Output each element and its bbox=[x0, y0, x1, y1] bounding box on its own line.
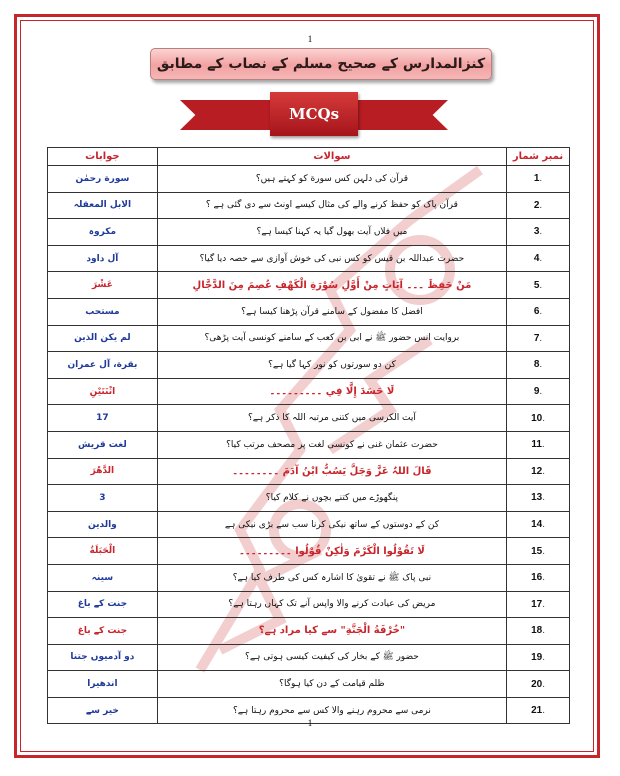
table-row bbox=[48, 325, 570, 352]
answer-cell: دو آدمیوں جتنا bbox=[48, 644, 158, 671]
number-cell bbox=[507, 272, 570, 299]
table-row bbox=[48, 219, 570, 246]
table-row bbox=[48, 298, 570, 325]
row-number-dot: . bbox=[539, 226, 543, 238]
row-number: 17 bbox=[531, 598, 543, 610]
number-cell bbox=[507, 538, 570, 565]
table-row bbox=[48, 245, 570, 272]
table-row bbox=[48, 431, 570, 458]
answer-cell: خیر سے bbox=[48, 697, 158, 724]
row-number-dot: . bbox=[539, 279, 543, 291]
row-number: 10 bbox=[531, 412, 543, 424]
header-questions: سوالات bbox=[157, 148, 506, 166]
row-number: 21 bbox=[531, 705, 543, 717]
row-number-dot: . bbox=[539, 173, 543, 185]
page-number-top: 1 bbox=[307, 34, 313, 44]
row-number: 20 bbox=[531, 678, 543, 690]
row-number: 9 bbox=[533, 386, 540, 398]
table-row bbox=[48, 564, 570, 591]
row-number: 13 bbox=[531, 492, 543, 504]
question-cell: حضور ﷺ کے بخار کی کیفیت کیسی ہوتی ہے؟ bbox=[157, 644, 506, 671]
header-number: نمبر شمار bbox=[507, 148, 570, 166]
number-cell bbox=[507, 405, 570, 432]
question-cell: بروایت انس حضور ﷺ نے ابی بن کعب کے سامنے کونسی آیت پڑھی؟ bbox=[157, 325, 506, 352]
answer-cell: جنت کے باغ bbox=[48, 618, 158, 645]
table-row bbox=[48, 166, 570, 193]
table-row bbox=[48, 352, 570, 379]
row-number-dot: . bbox=[542, 625, 545, 637]
row-number-dot: . bbox=[542, 678, 545, 690]
answer-cell: 17 bbox=[48, 405, 158, 432]
row-number: 14 bbox=[531, 519, 543, 531]
row-number-dot: . bbox=[539, 359, 543, 371]
answer-cell: جنت کے باغ bbox=[48, 591, 158, 618]
number-cell bbox=[507, 564, 570, 591]
table-row bbox=[48, 485, 570, 512]
row-number: 2 bbox=[533, 199, 540, 211]
row-number-dot: . bbox=[542, 465, 545, 477]
number-cell bbox=[507, 192, 570, 219]
row-number: 7 bbox=[533, 332, 540, 344]
row-number: 3 bbox=[533, 226, 540, 238]
row-number: 6 bbox=[533, 306, 540, 318]
answer-cell: اندھیرا bbox=[48, 671, 158, 698]
row-number-dot: . bbox=[539, 386, 543, 398]
number-cell bbox=[507, 671, 570, 698]
question-cell: میں فلاں آیت بھول گیا یہ کہنا کیسا ہے؟ bbox=[157, 219, 506, 246]
table-row bbox=[48, 378, 570, 405]
table-row bbox=[48, 272, 570, 299]
row-number: 18 bbox=[531, 625, 543, 637]
answer-cell: بقرة، آل عمران bbox=[48, 352, 158, 379]
answer-cell: الْحَبَلَةُ bbox=[48, 538, 158, 565]
table-row bbox=[48, 591, 570, 618]
row-number: 1 bbox=[533, 173, 540, 185]
row-number-dot: . bbox=[539, 332, 543, 344]
table-row bbox=[48, 644, 570, 671]
number-cell bbox=[507, 325, 570, 352]
question-cell: مَنْ حَفِظَ ۔۔۔ آیَاتٍ مِنْ أَوَّلِ سُوْرَةِ الْکَھْفِ عُصِمَ مِنَ الدَّجَّالِ bbox=[157, 272, 506, 299]
table-header-row bbox=[48, 148, 570, 166]
number-cell bbox=[507, 485, 570, 512]
number-cell bbox=[507, 245, 570, 272]
table-row bbox=[48, 405, 570, 432]
number-cell bbox=[507, 458, 570, 485]
number-cell bbox=[507, 511, 570, 538]
answer-cell: مکروہ bbox=[48, 219, 158, 246]
question-cell: قرآن پاک کو حفظ کرنے والے کی مثال کیسے اونٹ سے دی گئی ہے ؟ bbox=[157, 192, 506, 219]
row-number-dot: . bbox=[542, 598, 545, 610]
question-cell: کن دو سورتوں کو نور کہا گیا ہے؟ bbox=[157, 352, 506, 379]
question-cell: لَا حَسَدَ إِلَّا فِي ۔۔۔۔۔۔۔۔۔ bbox=[157, 378, 506, 405]
question-cell: پنگھوڑے میں کتنے بچوں نے کلام کیا؟ bbox=[157, 485, 506, 512]
answer-cell: الدَّھْرَ bbox=[48, 458, 158, 485]
table-row bbox=[48, 511, 570, 538]
question-cell: آیت الکرسی میں کتنی مرتبہ اللہ کا ذکر ہے؟ bbox=[157, 405, 506, 432]
question-cell: حضرت عبداللہ بن قیس کو کس نبی کی خوش آوازی سے حصہ دیا گیا؟ bbox=[157, 245, 506, 272]
question-cell: نرمی سے محروم رہنے والا کس سے محروم رہتا ہے؟ bbox=[157, 697, 506, 724]
table-row bbox=[48, 618, 570, 645]
number-cell bbox=[507, 644, 570, 671]
question-cell: نبی پاک ﷺ نے تقویٰ کا اشارہ کس کی طرف کیا ہے؟ bbox=[157, 564, 506, 591]
row-number: 8 bbox=[533, 359, 540, 371]
question-cell: افضل کا مفضول کے سامنے قرآن پڑھنا کیسا ہے؟ bbox=[157, 298, 506, 325]
question-cell: ظلم قیامت کے دن کیا ہوگا؟ bbox=[157, 671, 506, 698]
number-cell bbox=[507, 591, 570, 618]
row-number-dot: . bbox=[541, 439, 545, 451]
page-number-bottom: 1 bbox=[307, 718, 313, 728]
table-row bbox=[48, 538, 570, 565]
row-number: 11 bbox=[531, 439, 542, 451]
mcq-table bbox=[47, 147, 570, 724]
number-cell bbox=[507, 166, 570, 193]
question-cell: لَا تَقُوْلُوا الْکَرْمَ وَلٰکِنْ قُوْلُوا ۔۔۔۔۔۔۔۔۔ bbox=[157, 538, 506, 565]
answer-cell: مستحب bbox=[48, 298, 158, 325]
row-number-dot: . bbox=[542, 705, 545, 717]
answer-cell: سورة رحمٰن bbox=[48, 166, 158, 193]
question-cell: کن کے دوستوں کے ساتھ نیکی کرنا سب سے بڑی نیکی ہے bbox=[157, 511, 506, 538]
question-cell: مریض کی عیادت کرنے والا واپس آنے تک کہاں رہتا ہے؟ bbox=[157, 591, 506, 618]
row-number-dot: . bbox=[542, 572, 545, 584]
row-number-dot: . bbox=[542, 545, 545, 557]
answer-cell: الابل المعقلہ bbox=[48, 192, 158, 219]
answer-cell: آل داود bbox=[48, 245, 158, 272]
header-answers: جوابات bbox=[48, 148, 158, 166]
number-cell bbox=[507, 298, 570, 325]
table-row bbox=[48, 671, 570, 698]
row-number-dot: . bbox=[542, 492, 545, 504]
question-cell: حضرت عثمان غنی نے کونسی لغت پر مصحف مرتب کیا؟ bbox=[157, 431, 506, 458]
row-number: 5 bbox=[533, 279, 540, 291]
number-cell bbox=[507, 431, 570, 458]
answer-cell: عَشْرَ bbox=[48, 272, 158, 299]
table-row bbox=[48, 192, 570, 219]
row-number-dot: . bbox=[542, 412, 545, 424]
answer-cell: سینہ bbox=[48, 564, 158, 591]
row-number: 19 bbox=[531, 651, 543, 663]
number-cell bbox=[507, 618, 570, 645]
number-cell bbox=[507, 378, 570, 405]
answer-cell: اثْنَتَیْنِ bbox=[48, 378, 158, 405]
row-number-dot: . bbox=[539, 253, 543, 265]
row-number: 4 bbox=[533, 253, 540, 265]
row-number-dot: . bbox=[542, 519, 545, 531]
answer-cell: 3 bbox=[48, 485, 158, 512]
question-cell: "خُرْفَةُ الْجَنَّةِ" سے کیا مراد ہے؟ bbox=[157, 618, 506, 645]
number-cell bbox=[507, 219, 570, 246]
answer-cell: لم یکن الذین bbox=[48, 325, 158, 352]
answer-cell: لغت قریش bbox=[48, 431, 158, 458]
question-cell: قَالَ اللہُ عَزَّ وَجَلَّ یَسُبُّ ابْنُ آدَمَ ۔۔۔۔۔۔۔۔ bbox=[157, 458, 506, 485]
row-number: 12 bbox=[531, 465, 543, 477]
table-row bbox=[48, 458, 570, 485]
page-title: کنزالمدارس کے صحیح مسلم کے نصاب کے مطابق bbox=[150, 48, 492, 80]
row-number-dot: . bbox=[539, 199, 543, 211]
row-number: 15 bbox=[531, 545, 543, 557]
question-cell: قرآن کی دلہن کس سورة کو کہتے ہیں؟ bbox=[157, 166, 506, 193]
answer-cell: والدین bbox=[48, 511, 158, 538]
row-number: 16 bbox=[531, 572, 543, 584]
row-number-dot: . bbox=[539, 306, 543, 318]
mcqs-ribbon: MCQs bbox=[270, 92, 358, 136]
number-cell bbox=[507, 352, 570, 379]
row-number-dot: . bbox=[542, 651, 545, 663]
